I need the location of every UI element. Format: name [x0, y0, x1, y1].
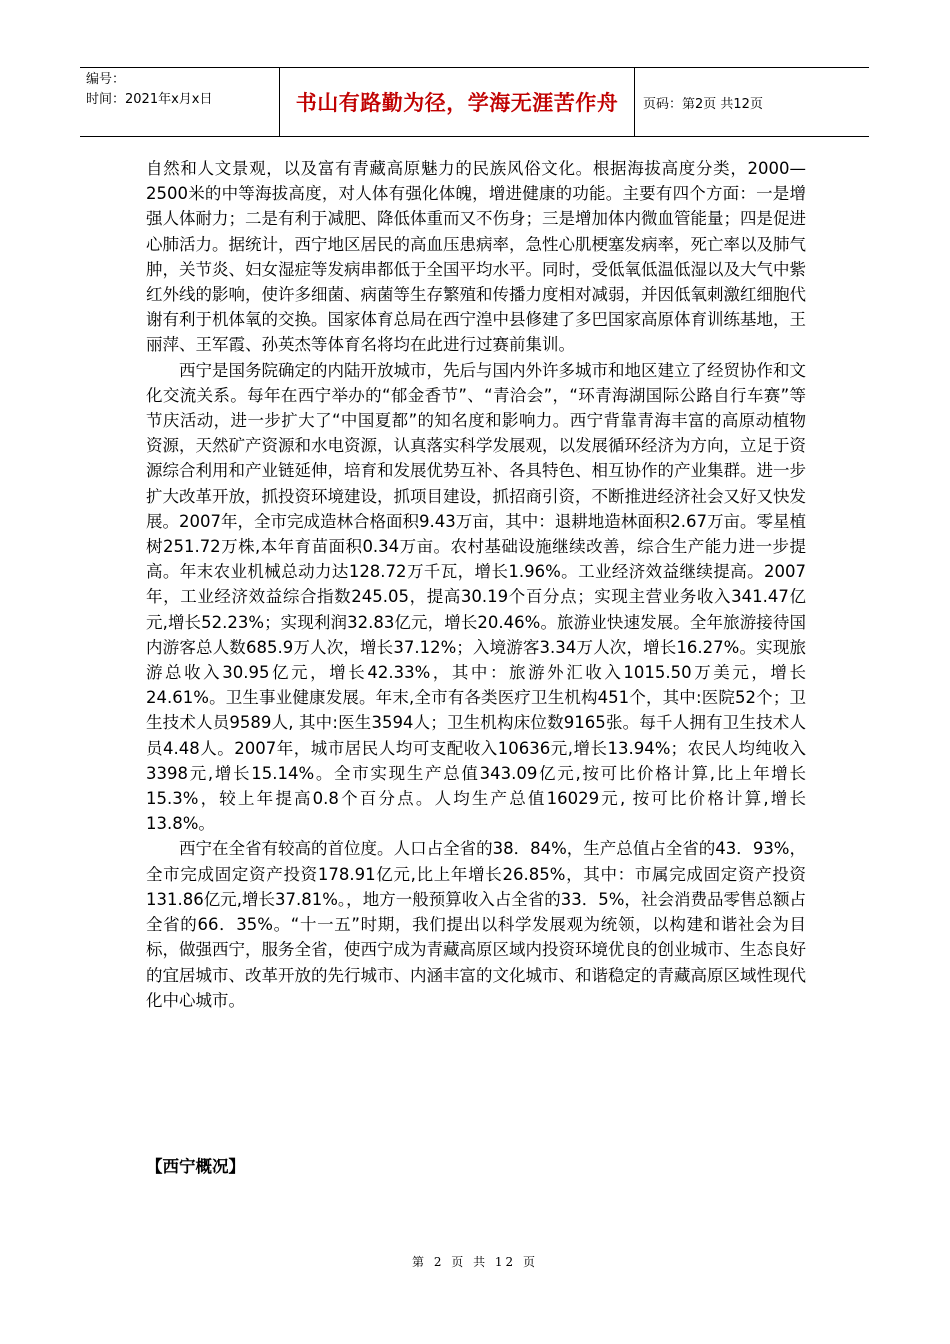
header-motto: 书山有路勤为径，学海无涯苦作舟	[280, 68, 635, 136]
document-time-label: 时间：2021年x月x日	[86, 92, 213, 107]
page-footer: 第 2 页 共 12 页	[412, 1255, 538, 1269]
paragraph: 西宁在全省有较高的首位度。人口占全省的38．84%，生产总值占全省的43．93%， 全市完成固定资产投资178.91亿元,比上年增长26.85%，其中：市属完成固定资产投资131.86亿元,增长37.81%。，地方一般预算收入占全省的33．5%，社会消费品零售总额占全省的66．35%。“十一五”时期，我们提出以科学发展观为统领，以构建和谐社会为目标，做强西宁，服务全省，使西宁成为青藏高原区域内投资环境优良的创业城市、生态良好的宜居城市、改革开放的先行城市、内涵丰富的文化城市、和谐稳定的青藏高原区域性现代化中心城市。	[146, 839, 806, 1010]
paragraph: 自然和人文景观，以及富有青藏高原魅力的民族风俗文化。根据海拔高度分类，2000—2500米的中等海拔高度，对人体有强化体魄，增进健康的功能。主要有四个方面：一是增强人体耐力；二是有利于减肥、降低体重而又不伤身；三是增加体内微血管能量；四是促进心肺活力。据统计，西宁地区居民的高血压患病率，急性心肌梗塞发病率，死亡率以及肺气肿，关节炎、妇女湿症等发病串都低于全国平均水平。同时，受低氧低温低湿以及大气中紫红外线的影响，使许多细菌、病菌等生存繁殖和传播力度相对减弱，并因低氧刺激红细胞代谢有利于机体氧的交换。国家体育总局在西宁湟中县修建了多巴国家高原体育训练基地，王丽萍、王军霞、孙英杰等体育名将均在此进行过赛前集训。	[146, 159, 806, 355]
document-number-label: 编号：	[86, 72, 126, 87]
document-body	[146, 156, 806, 1013]
header-meta	[80, 68, 280, 136]
section-heading: 【西宁概况】	[146, 1157, 245, 1176]
paragraph: 西宁是国务院确定的内陆开放城市，先后与国内外许多城市和地区建立了经贸协作和文化交流关系。每年在西宁举办的“郁金香节”、“青洽会”，“环青海湖国际公路自行车赛”等节庆活动，进一步扩大了“中国夏都”的知名度和影响力。西宁背靠青海丰富的高原动植物资源，天然矿产资源和水电资源，认真落实科学发展观，以发展循环经济为方向，立足于资源综合利用和产业链延伸，培育和发展优势互补、各具特色、相互协作的产业集群。进一步扩大改革开放，抓投资环境建设，抓项目建设，抓招商引资，不断推进经济社会又好又快发展。2007年，全市完成造林合格面积9.43万亩，其中：退耕地造林面积2.67万亩。零星植树251.72万株,本年育苗面积0.34万亩。农村基础设施继续改善，综合生产能力进一步提高。年末农业机械总动力达128.72万千瓦，增长1.96%。工业经济效益继续提高。2007年，工业经济效益综合指数245.05，提高30.19个百分点；实现主营业务收入341.47亿元,增长52.23%；实现利润32.83亿元，增长20.46%。旅游业快速发展。全年旅游接待国内游客总人数685.9万人次，增长37.12%；入境游客3.34万人次，增长16.27%。实现旅游总收入30.95亿元，增长42.33%，其中：旅游外汇收入1015.50万美元，增长24.61%。卫生事业健康发展。年末,全市有各类医疗卫生机构451个，其中:医院52个；卫生技术人员9589人, 其中:医生3594人；卫生机构床位数9165张。每千人拥有卫生技术人员4.48人。2007年，城市居民人均可支配收入10636元,增长13.94%；农民人均纯收入3398元,增长15.14%。全市实现生产总值343.09亿元,按可比价格计算,比上年增长15.3%，较上年提高0.8个百分点。人均生产总值16029元, 按可比价格计算,增长13.8%。	[146, 360, 806, 834]
page-header	[80, 67, 869, 137]
header-page-info: 页码：第2页 共12页	[643, 96, 763, 112]
